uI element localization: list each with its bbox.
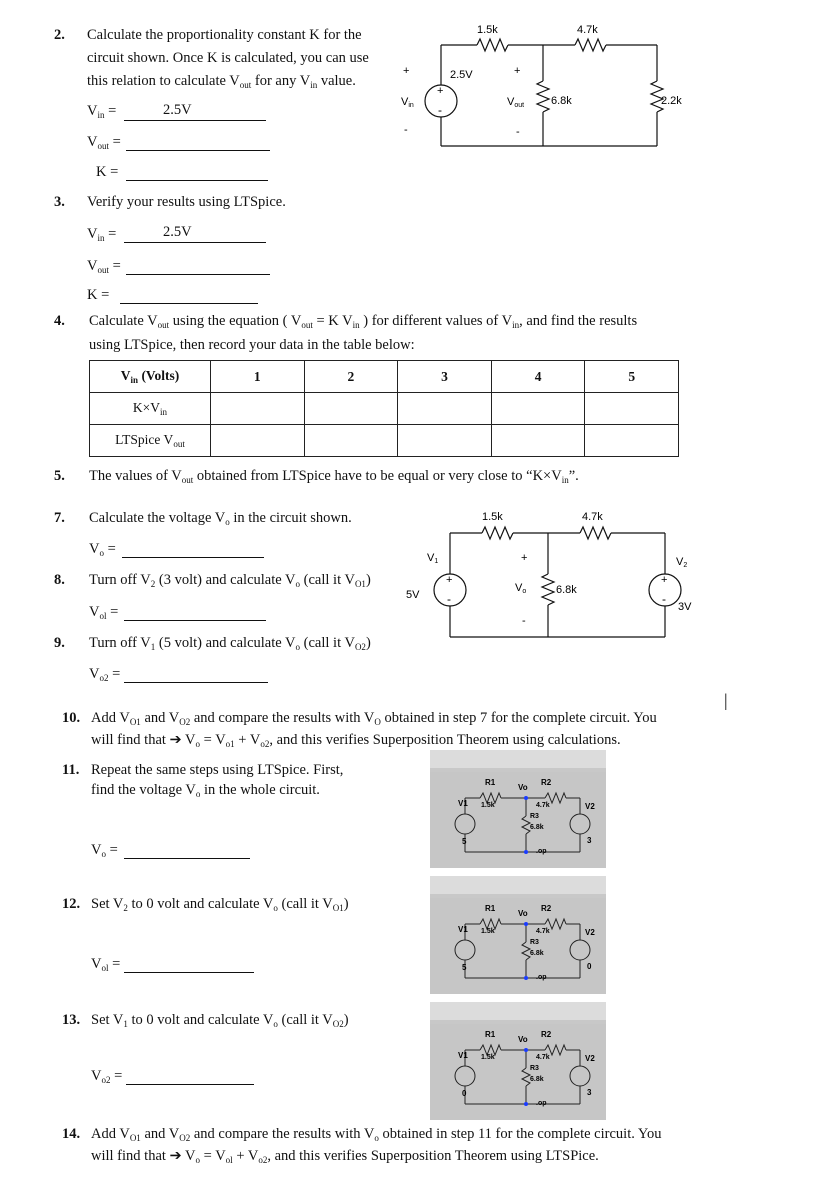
svg-text:-: - <box>404 124 408 136</box>
svg-text:5: 5 <box>462 837 467 846</box>
svg-text:Vo: Vo <box>518 909 528 918</box>
svg-text:R1: R1 <box>485 1030 496 1039</box>
svg-text:.op: .op <box>536 848 547 855</box>
q2-line3: this relation to calculate $V_{out}$ for any $V_{in}$ value. <box>87 73 356 90</box>
q8-vo1-label: $V_{ol}$ = <box>89 604 119 621</box>
q3-k-blank[interactable] <box>120 287 258 304</box>
c1-r3: 6.8k <box>551 95 572 107</box>
c1-r2: 4.7k <box>577 24 598 36</box>
q2-vin-blank[interactable] <box>124 103 266 121</box>
q2-k-label: K = <box>96 164 119 180</box>
svg-text:0: 0 <box>587 962 592 971</box>
q2-vout-blank[interactable] <box>126 134 270 151</box>
ltspice-screenshot-1 <box>430 750 606 868</box>
q2-vout-label: $V_{out}$ = <box>87 134 121 151</box>
q14-line2: will find that ➔ $V_o = V_{ol} + V_{o2}$, and this verifies Superposition Theorem using LTSPice. <box>91 1148 599 1165</box>
q7-vo-blank[interactable] <box>122 541 264 558</box>
table-col-3: 3 <box>398 361 492 393</box>
q11-line2: find the voltage $V_o$ in the whole circuit. <box>91 782 320 799</box>
circuit-2-diagram <box>400 506 710 646</box>
q12-text: Set $V_2$ to 0 volt and calculate $V_o$ (call it $V_{O1}$) <box>91 896 349 913</box>
svg-text:4.7k: 4.7k <box>536 928 550 935</box>
svg-text:V2: V2 <box>585 1054 595 1063</box>
q2-vin-value: 2.5V <box>163 102 192 118</box>
q13-vo2-blank[interactable] <box>126 1068 254 1085</box>
svg-text:4.7k: 4.7k <box>536 1054 550 1061</box>
svg-text:6.8k: 6.8k <box>530 1076 544 1083</box>
ltspice-screenshot-3 <box>430 1002 606 1120</box>
svg-text:5: 5 <box>462 963 467 972</box>
svg-text:6.8k: 6.8k <box>530 824 544 831</box>
svg-text:+: + <box>403 65 410 77</box>
text-cursor: | <box>724 690 728 710</box>
q14-number: 14. <box>62 1126 81 1142</box>
circuit-1-diagram <box>395 15 705 165</box>
svg-text:-: - <box>447 592 451 606</box>
table-col-1: 1 <box>211 361 305 393</box>
q12-number: 12. <box>62 896 81 912</box>
q2-line2: circuit shown. Once K is calculated, you can use <box>87 50 369 66</box>
q13-vo2-label: $V_{o2}$ = <box>91 1068 123 1085</box>
q2-vin-label: $V_{in}$ = <box>87 103 117 120</box>
svg-text:1.5k: 1.5k <box>481 928 495 935</box>
c2-r1: 1.5k <box>482 511 503 523</box>
table-row-kvin-label: $K\times V_{in}$ <box>90 393 211 425</box>
svg-text:V1: V1 <box>458 925 468 934</box>
q3-number: 3. <box>54 194 65 210</box>
window-toolbar <box>430 1002 606 1020</box>
q12-vo1-label: $V_{ol}$ = <box>91 956 121 973</box>
c1-r1: 1.5k <box>477 24 498 36</box>
ltspice-screenshot-2 <box>430 876 606 994</box>
c2-v2: V2 <box>676 556 688 569</box>
q7-number: 7. <box>54 510 65 526</box>
svg-text:V2: V2 <box>585 928 595 937</box>
q9-number: 9. <box>54 635 65 651</box>
q11-number: 11. <box>62 762 80 778</box>
svg-text:R2: R2 <box>541 904 552 913</box>
q11-vo-label: $V_o$ = <box>91 842 118 859</box>
results-table <box>89 360 679 457</box>
table-header-row <box>90 361 679 393</box>
svg-text:V2: V2 <box>585 802 595 811</box>
q3-vout-label: $V_{out}$ = <box>87 258 121 275</box>
svg-text:Vo: Vo <box>518 1035 528 1044</box>
table-row <box>90 393 679 425</box>
q8-text: Turn off $V_2$ (3 volt) and calculate $V_o$ (call it $V_{O1}$) <box>89 572 371 589</box>
table-col-2: 2 <box>304 361 398 393</box>
q11-line1: Repeat the same steps using LTSpice. First, <box>91 762 344 778</box>
svg-text:+: + <box>661 574 668 586</box>
window-toolbar <box>430 750 606 768</box>
q4-line1: Calculate $V_{out}$ using the equation ( $V_{out} = K$ $V_{in}$ ) for different values of $V_{in}$, and find the results <box>89 313 638 330</box>
c2-r2: 4.7k <box>582 511 603 523</box>
q3-text: Verify your results using LTSpice. <box>87 194 286 210</box>
q9-vo2-label: $V_{o2}$ = <box>89 666 121 683</box>
q5-text: The values of $V_{out}$ obtained from LTSpice have to be equal or very close to “$K\times V_{in}$”. <box>89 468 579 485</box>
svg-text:V1: V1 <box>458 799 468 808</box>
q10-line2: will find that ➔ $V_o = V_{o1} + V_{o2}$, and this verifies Superposition Theorem using calculations. <box>91 732 621 749</box>
svg-text:-: - <box>516 126 520 138</box>
q7-vo-label: $V_o$ = <box>89 541 116 558</box>
q9-vo2-blank[interactable] <box>124 666 268 683</box>
svg-text:+: + <box>437 85 444 97</box>
table-col-4: 4 <box>491 361 585 393</box>
svg-text:R3: R3 <box>530 939 539 946</box>
q10-line1: Add $V_{O1}$ and $V_{O2}$ and compare the results with $V_O$ obtained in step 7 for the complete circuit. You <box>91 710 657 727</box>
q11-vo-blank[interactable] <box>124 842 250 859</box>
q10-number: 10. <box>62 710 81 726</box>
q4-line2: using LTSpice, then record your data in the table below: <box>89 337 415 353</box>
q4-number: 4. <box>54 313 65 329</box>
window-toolbar <box>430 876 606 894</box>
q2-number: 2. <box>54 27 65 43</box>
svg-text:Vo: Vo <box>518 783 528 792</box>
q13-text: Set $V_1$ to 0 volt and calculate $V_o$ (call it $V_{O2}$) <box>91 1012 349 1029</box>
q14-line1: Add $V_{O1}$ and $V_{O2}$ and compare the results with $V_o$ obtained in step 11 for the complete circuit. You <box>91 1126 662 1143</box>
c2-r3: 6.8k <box>556 584 577 596</box>
c2-vo: Vo <box>515 582 527 595</box>
q3-vin-value: 2.5V <box>163 224 192 240</box>
svg-text:V1: V1 <box>458 1051 468 1060</box>
svg-text:R3: R3 <box>530 1065 539 1072</box>
q5-number: 5. <box>54 468 65 484</box>
q2-k-blank[interactable] <box>126 164 268 181</box>
svg-text:-: - <box>662 592 666 606</box>
q3-vout-blank[interactable] <box>126 258 270 275</box>
c1-src: 2.5V <box>450 69 473 81</box>
svg-text:3: 3 <box>587 1088 592 1097</box>
svg-text:1.5k: 1.5k <box>481 1054 495 1061</box>
q3-vin-blank[interactable] <box>124 226 266 243</box>
svg-text:R2: R2 <box>541 778 552 787</box>
c1-vin: Vin <box>401 96 414 109</box>
q12-vo1-blank[interactable] <box>124 956 254 973</box>
q7-text: Calculate the voltage $V_o$ in the circuit shown. <box>89 510 352 527</box>
q13-number: 13. <box>62 1012 81 1028</box>
svg-text:R2: R2 <box>541 1030 552 1039</box>
svg-text:3: 3 <box>587 836 592 845</box>
svg-text:0: 0 <box>462 1089 467 1098</box>
svg-text:+: + <box>514 65 521 77</box>
c2-v1: V1 <box>427 552 439 565</box>
q8-vo1-blank[interactable] <box>124 604 266 621</box>
q8-number: 8. <box>54 572 65 588</box>
svg-text:.op: .op <box>536 974 547 981</box>
ltspice-schematic-2 <box>430 898 606 994</box>
svg-text:-: - <box>522 615 526 627</box>
c2-v1-value: 5V <box>406 589 420 601</box>
table-row-ltspice-label: LTSpice $V_{out}$ <box>90 425 211 457</box>
svg-text:R3: R3 <box>530 813 539 820</box>
c1-vout: Vout <box>507 96 525 109</box>
svg-text:6.8k: 6.8k <box>530 950 544 957</box>
svg-text:.op: .op <box>536 1100 547 1107</box>
q3-vin-label: $V_{in}$ = <box>87 226 117 243</box>
q3-k-label: K = <box>87 287 110 303</box>
q2-line1: Calculate the proportionality constant K for the <box>87 27 362 43</box>
q9-text: Turn off $V_1$ (5 volt) and calculate $V_o$ (call it $V_{O2}$) <box>89 635 371 652</box>
svg-text:R1: R1 <box>485 778 496 787</box>
table-header-vin: $V_{in}$ (Volts) <box>90 361 211 393</box>
svg-text:1.5k: 1.5k <box>481 802 495 809</box>
svg-text:4.7k: 4.7k <box>536 802 550 809</box>
table-row <box>90 425 679 457</box>
svg-text:-: - <box>438 103 442 117</box>
ltspice-schematic-1 <box>430 772 606 868</box>
svg-text:+: + <box>521 552 528 564</box>
ltspice-schematic-3 <box>430 1024 606 1120</box>
c1-r4: 2.2k <box>661 95 682 107</box>
svg-text:+: + <box>446 574 453 586</box>
table-col-5: 5 <box>585 361 679 393</box>
svg-text:R1: R1 <box>485 904 496 913</box>
c2-v2-value: 3V <box>678 601 692 613</box>
